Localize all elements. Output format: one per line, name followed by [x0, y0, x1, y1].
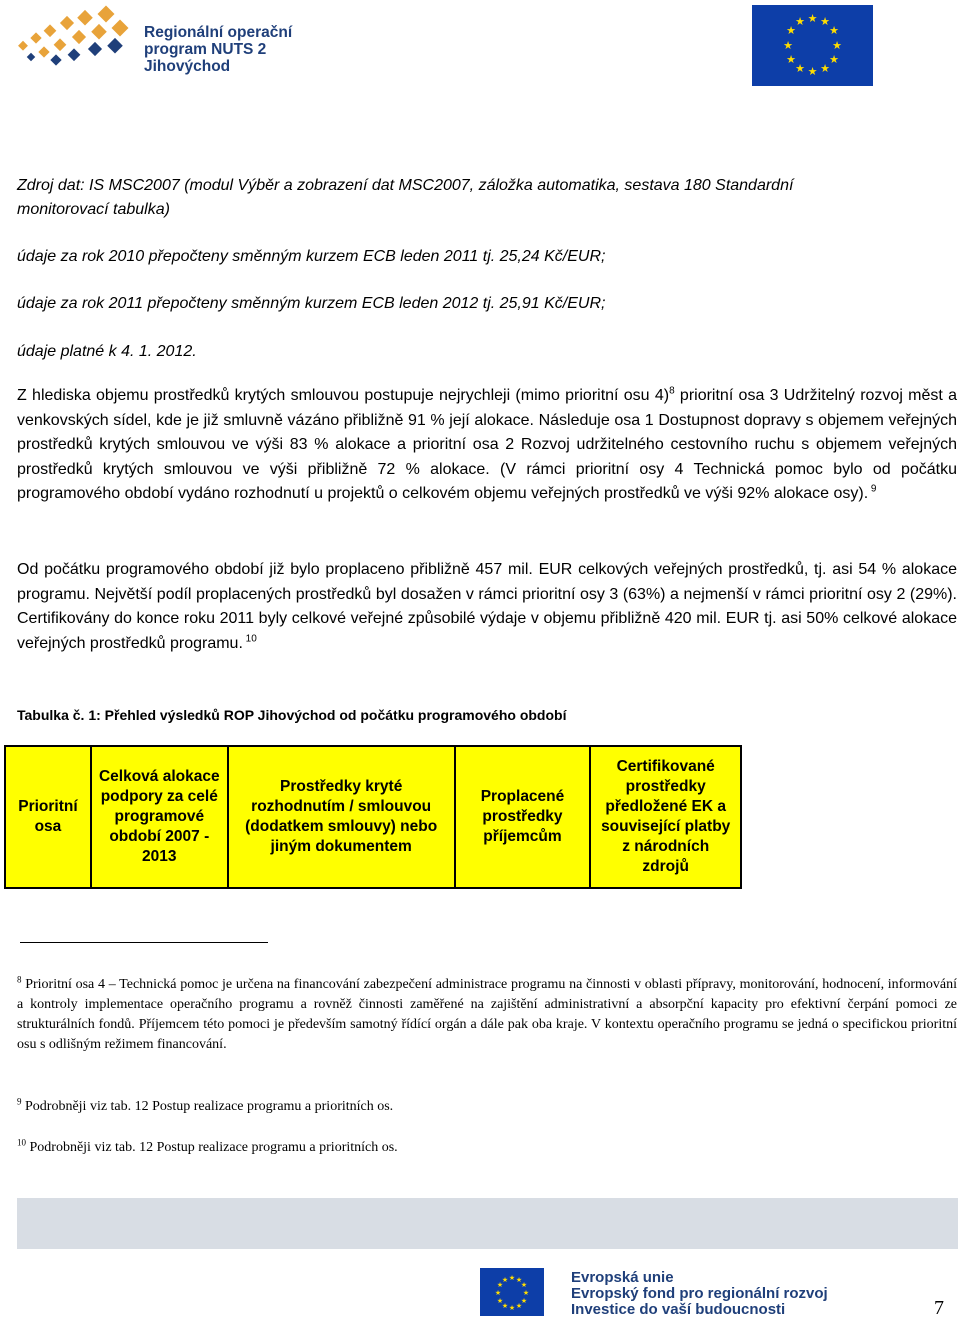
footnote-text: Podrobněji viz tab. 12 Postup realizace programu a prioritních os. [26, 1140, 398, 1155]
eu-flag-icon [480, 1268, 544, 1316]
paragraph-payments [17, 558, 957, 656]
header-total-allocation: Celková alokace podpory za celé programové období 2007 - 2013 [91, 746, 228, 888]
rop-logo-text [144, 24, 292, 75]
svg-text:★: ★ [820, 15, 830, 28]
footnote-text: Prioritní osa 4 – Technická pomoc je určena na financování zabezpečení administrace programu na činnosti v oblasti přípravy, monitorování, hodnocení, informování a kontroly implementace operačního programu a rovněž činnosti zaměřené na zajištění administrativní a absorpční kapacity pro efektivní čerpání pomoci ze strukturálních fondů. Příjemcem této pomoci je především samotný řídící orgán a dále pak oba kraje. V kontextu operačního programu se jedná o specifickou prioritní osu s odlišným režimem financování. [17, 977, 957, 1052]
svg-text:★: ★ [795, 62, 805, 75]
eu-funding-text [571, 1270, 828, 1318]
paragraph-text: Od počátku programového období již bylo proplaceno přibližně 457 mil. EUR celkových veřejných prostředků, tj. asi 54 % alokace programu. Největší podíl proplacených prostředků byl dosažen v rámci prioritní osy 3 (63%) a nejmenší v rámci prioritní osy 2 (29%). Certifikovány do konce roku 2011 byly celkové veřejné způsobilé výdaje v objemu přibližně 420 mil. EUR tj. asi 50% celkové alokace veřejných prostředků programu. [17, 561, 957, 652]
svg-text:★: ★ [807, 65, 818, 78]
svg-text:★: ★ [829, 53, 839, 66]
svg-text:★: ★ [522, 1289, 530, 1297]
svg-text:★: ★ [829, 24, 839, 37]
logo-line: Jihovýchod [144, 58, 231, 75]
footer-line: Evropská unie [571, 1269, 674, 1286]
svg-text:★: ★ [515, 1302, 523, 1310]
data-valid-date: údaje platné k 4. 1. 2012. [17, 343, 197, 360]
footer-banner [17, 1198, 958, 1249]
svg-text:★: ★ [820, 62, 830, 75]
svg-text:★: ★ [494, 1289, 502, 1297]
svg-text:★: ★ [832, 39, 842, 52]
footnote-10 [17, 1138, 957, 1158]
svg-text:★: ★ [508, 1274, 516, 1282]
logo-line: program NUTS 2 [144, 41, 267, 58]
svg-text:★: ★ [501, 1276, 509, 1284]
svg-text:★: ★ [496, 1297, 504, 1305]
svg-text:★: ★ [515, 1276, 523, 1284]
svg-text:★: ★ [508, 1304, 516, 1312]
svg-text:★: ★ [807, 12, 818, 25]
footnote-number: 10 [17, 1137, 26, 1148]
footnote-text: Podrobněji viz tab. 12 Postup realizace programu a prioritních os. [21, 1099, 394, 1114]
header-paid-funds: Proplacené prostředky příjemcům [455, 746, 591, 888]
svg-text:★: ★ [520, 1281, 528, 1289]
footnote-ref-8[interactable]: 8 [669, 385, 675, 397]
footnote-9 [17, 1097, 957, 1117]
table-header-row [5, 746, 741, 888]
eu-flag-icon [752, 5, 873, 86]
footer-line: Investice do vaší budoucnosti [571, 1301, 786, 1318]
footnote-number: 8 [17, 974, 22, 985]
results-table [4, 745, 742, 889]
svg-text:★: ★ [783, 39, 793, 52]
table-caption: Tabulka č. 1: Přehled výsledků ROP Jihovýchod od počátku programového období [17, 707, 567, 723]
footnote-8 [17, 975, 957, 1055]
svg-text:★: ★ [496, 1281, 504, 1289]
logo-line: Regionální operační [144, 24, 293, 41]
source-line: monitorovací tabulka) [17, 201, 170, 218]
svg-text:★: ★ [795, 15, 805, 28]
footnote-separator [20, 942, 268, 943]
header-certified-funds: Certifikované prostředky předložené EK a související platby z národních zdrojů [590, 746, 741, 888]
source-note [17, 174, 957, 222]
svg-text:★: ★ [786, 24, 796, 37]
footnote-number: 9 [17, 1096, 22, 1107]
exchange-rate-2011: údaje za rok 2011 přepočteny směnným kurzem ECB leden 2012 tj. 25,91 Kč/EUR; [17, 295, 606, 312]
svg-text:★: ★ [786, 53, 796, 66]
paragraph-allocation [17, 384, 957, 507]
paragraph-text: Z hlediska objemu prostředků krytých smlouvou postupuje nejrychleji (mimo prioritní osu 4) [17, 387, 670, 404]
footer-line: Evropský fond pro regionální rozvoj [571, 1285, 828, 1302]
source-line: Zdroj dat: IS MSC2007 (modul Výběr a zobrazení dat MSC2007, záložka automatika, sestava 180 Standardní [17, 177, 794, 194]
svg-text:★: ★ [501, 1302, 509, 1310]
header-contracted-funds: Prostředky kryté rozhodnutím / smlouvou (dodatkem smlouvy) nebo jiným dokumentem [228, 746, 455, 888]
exchange-rate-2010: údaje za rok 2010 přepočteny směnným kurzem ECB leden 2011 tj. 25,24 Kč/EUR; [17, 248, 606, 265]
header-priority-axis: Prioritní osa [5, 746, 91, 888]
footnote-ref-10[interactable]: 10 [242, 633, 257, 645]
footnote-ref-9[interactable]: 9 [868, 483, 877, 495]
page-number: 7 [934, 1297, 944, 1319]
svg-text:★: ★ [520, 1297, 528, 1305]
paragraph-text: prioritní osa 3 Udržitelný rozvoj měst a venkovských sídel, kde je již smluvně vázáno přibližně 91 % její alokace. Následuje osa 1 Dostupnost dopravy s objemem veřejných prostředků krytých smlouvou ve výši 83 % alokace a prioritní osa 2 Rozvoj udržitelného cestovního ruchu s objemem veřejných prostředků krytých smlouvou ve výši přibližně 72 % alokace. (V rámci prioritní osy 4 Technická pomoc bylo od počátku programového období vydáno rozhodnutí u projektů o celkovém objemu veřejných prostředků ve výši 92% alokace osy). [17, 387, 958, 502]
